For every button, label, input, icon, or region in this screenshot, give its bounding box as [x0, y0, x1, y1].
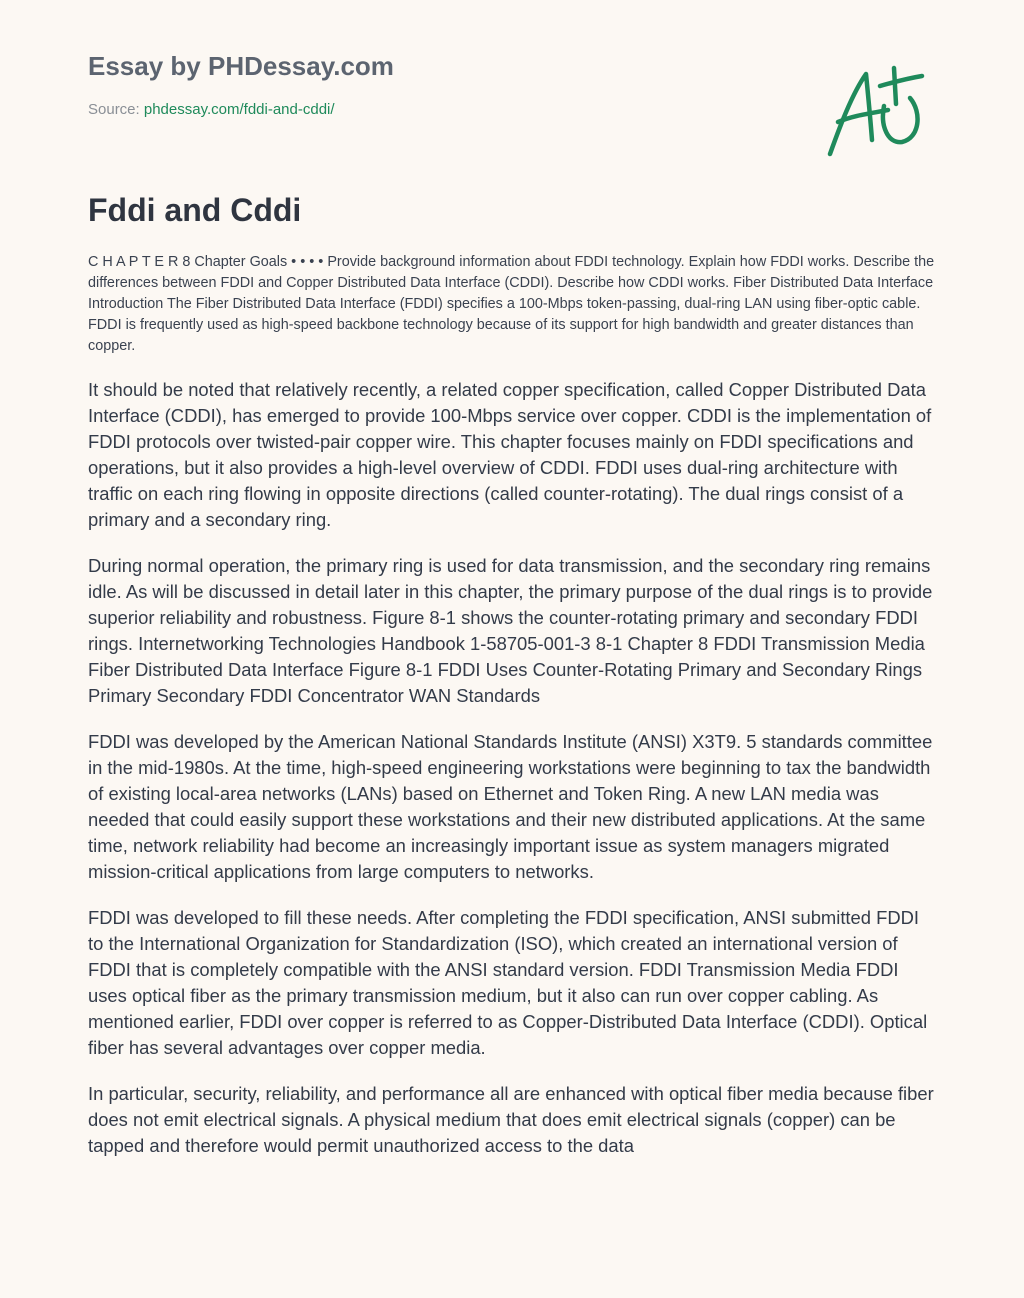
essay-body — [88, 377, 936, 1249]
source-link[interactable]: phdessay.com/fddi-and-cddi/ — [143, 101, 335, 118]
source-line — [88, 100, 788, 120]
body-paragraph: During normal operation, the primary ring is used for data transmission, and the secondary ring remains idle. As will be discussed in detail later in this chapter, the primary purpose of the dual rings is to provide superior reliability and robustness. Figure 8-1 shows the counter-rotating primary and secondary FDDI rings. Internetworking Technologies Handbook 1-58705-001-3 8-1 Chapter 8 FDDI Transmission Media Fiber Distributed Data Interface Figure 8-1 FDDI Uses Counter-Rotating Primary and Secondary Rings Primary Secondary FDDI Concentrator WAN Standards — [88, 555, 933, 706]
body-paragraph: FDDI was developed by the American National Standards Institute (ANSI) X3T9. 5 standards committee in the mid-1980s. At the time, high-speed engineering workstations were beginning to tax the bandwidth of existing local-area networks (LANs) based on Ethernet and Token Ring. A new LAN media was needed that could easily support these workstations and their new distributed applications. At the same time, network reliability had become an increasingly important issue as system managers migrated mission-critical applications from large computers to networks. — [88, 731, 933, 882]
source-label: Source: — [88, 101, 144, 118]
site-title: Essay by PHDessay.com — [88, 51, 394, 81]
page-header — [88, 50, 788, 120]
essay-intro: C H A P T E R 8 Chapter Goals • • • • Provide background information about FDDI technology. Explain how FDDI works. Describe the differences between FDDI and Copper Distributed Data Interface (CDDI). Describe how CDDI works. Fiber Distributed Data Interface Introduction The Fiber Distributed Data Interface (FDDI) specifies a 100-Mbps token-passing, dual-ring LAN using fiber-optic cable. FDDI is frequently used as high-speed backbone technology because of its support for high bandwidth and greater distances than copper. — [88, 254, 935, 354]
body-paragraph: In particular, security, reliability, and performance all are enhanced with optical fiber media because fiber does not emit electrical signals. A physical medium that does emit electrical signals (copper) can be tapped and therefore would permit unauthorized access to the data — [88, 1083, 934, 1156]
a-plus-logo-icon — [822, 64, 928, 162]
body-paragraph: FDDI was developed to fill these needs. After completing the FDDI specification, ANSI submitted FDDI to the International Organization for Standardization (ISO), which created an international version of FDDI that is completely compatible with the ANSI standard version. FDDI Transmission Media FDDI uses optical fiber as the primary transmission medium, but it also can run over copper cabling. As mentioned earlier, FDDI over copper is referred to as Copper-Distributed Data Interface (CDDI). Optical fiber has several advantages over copper media. — [88, 907, 928, 1058]
essay-title: Fddi and Cddi — [88, 192, 302, 228]
body-paragraph: It should be noted that relatively recently, a related copper specification, called Copper Distributed Data Interface (CDDI), has emerged to provide 100-Mbps service over copper. CDDI is the implementation of FDDI protocols over twisted-pair copper wire. This chapter focuses mainly on FDDI specifications and operations, but it also provides a high-level overview of CDDI. FDDI uses dual-ring architecture with traffic on each ring flowing in opposite directions (called counter-rotating). The dual rings consist of a primary and a secondary ring. — [88, 379, 932, 530]
